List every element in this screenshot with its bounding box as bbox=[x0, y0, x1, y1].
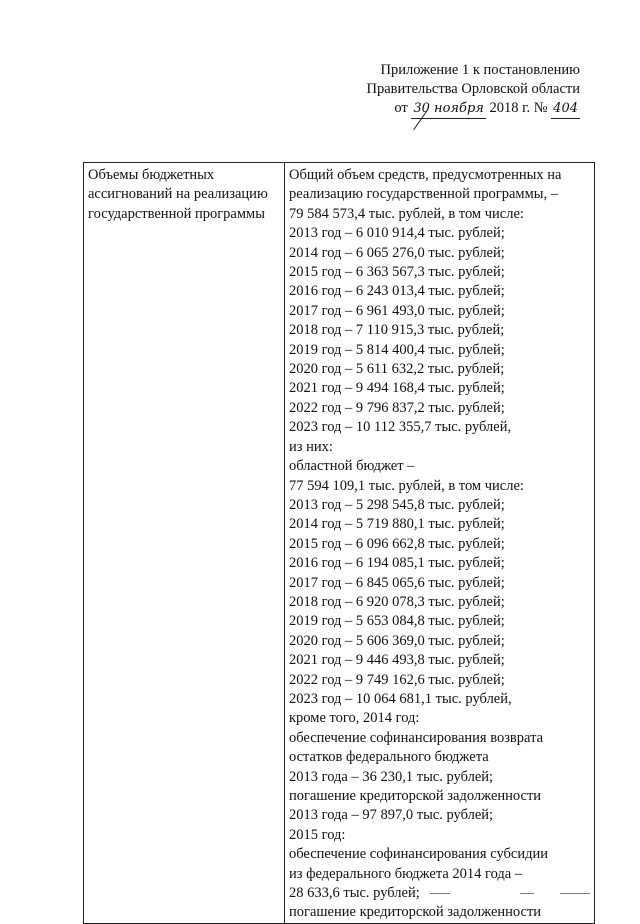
content-line: 2015 год – 6 096 662,8 тыс. рублей; bbox=[289, 535, 505, 552]
content-line: 2013 год – 5 298 545,8 тыс. рублей; bbox=[289, 496, 505, 513]
content-line: 2023 год – 10 064 681,1 тыс. рублей, bbox=[289, 690, 512, 707]
content-line: 2020 год – 5 606 369,0 тыс. рублей; bbox=[289, 632, 505, 649]
decree-date-line bbox=[330, 99, 580, 119]
content-line: 77 594 109,1 тыс. рублей, в том числе: bbox=[289, 477, 524, 494]
scan-artifact-line bbox=[0, 893, 640, 897]
content-line: 2017 год – 6 961 493,0 тыс. рублей; bbox=[289, 302, 505, 319]
row-label-cell bbox=[84, 163, 285, 924]
content-line: 2013 год – 6 010 914,4 тыс. рублей; bbox=[289, 225, 505, 242]
content-line: 79 584 573,4 тыс. рублей, в том числе: bbox=[289, 205, 524, 222]
handwritten-date: 30 ноября bbox=[411, 99, 486, 119]
content-line: 2013 года – 97 897,0 тыс. рублей; bbox=[289, 807, 494, 824]
budget-table bbox=[83, 162, 595, 924]
appendix-header bbox=[330, 61, 580, 119]
content-line: 2019 год – 5 653 084,8 тыс. рублей; bbox=[289, 613, 505, 630]
content-line: 2016 год – 6 194 085,1 тыс. рублей; bbox=[289, 555, 505, 572]
content-line: кроме того, 2014 год: bbox=[289, 710, 420, 727]
date-prefix: от bbox=[394, 100, 408, 116]
content-line: 2022 год – 9 749 162,6 тыс. рублей; bbox=[289, 671, 505, 688]
label-line: Объемы бюджетных bbox=[88, 167, 215, 183]
row-content-cell bbox=[285, 163, 595, 924]
content-line: 2023 год – 10 112 355,7 тыс. рублей, bbox=[289, 419, 512, 436]
content-line: 2021 год – 9 494 168,4 тыс. рублей; bbox=[289, 380, 505, 397]
year-number-label: 2018 г. № bbox=[489, 100, 548, 116]
content-line: 2014 год – 5 719 880,1 тыс. рублей; bbox=[289, 516, 505, 533]
content-line: 2016 год – 6 243 013,4 тыс. рублей; bbox=[289, 283, 505, 300]
content-line: 28 633,6 тыс. рублей; bbox=[289, 885, 420, 902]
content-line: из федерального бюджета 2014 года – bbox=[289, 865, 523, 882]
content-line: 2020 год – 5 611 632,2 тыс. рублей; bbox=[289, 361, 505, 378]
content-line: 2013 года – 36 230,1 тыс. рублей; bbox=[289, 768, 494, 785]
content-line: 2015 год: bbox=[289, 826, 346, 843]
label-line: ассигнований на реализацию bbox=[88, 186, 268, 203]
content-line: обеспечение софинансирования возврата bbox=[289, 729, 544, 746]
content-line: реализацию государственной программы, – bbox=[289, 186, 559, 203]
content-line: 2018 год – 6 920 078,3 тыс. рублей; bbox=[289, 593, 505, 610]
content-line: областной бюджет – bbox=[289, 458, 415, 475]
table-row bbox=[84, 163, 595, 924]
appendix-title: Приложение 1 к постановлению bbox=[380, 62, 580, 78]
content-line: 2021 год – 9 446 493,8 тыс. рублей; bbox=[289, 652, 505, 669]
label-line: государственной программы bbox=[88, 205, 265, 222]
content-line: погашение кредиторской задолженности bbox=[289, 788, 542, 804]
content-line: остатков федерального бюджета bbox=[289, 749, 489, 766]
content-line: 2019 год – 5 814 400,4 тыс. рублей; bbox=[289, 341, 505, 358]
content-line: 2015 год – 6 363 567,3 тыс. рублей; bbox=[289, 264, 505, 281]
handwritten-number: 404 bbox=[551, 99, 580, 119]
content-line: 2017 год – 6 845 065,6 тыс. рублей; bbox=[289, 574, 505, 591]
content-line: 2014 год – 6 065 276,0 тыс. рублей; bbox=[289, 244, 505, 261]
content-line: 2018 год – 7 110 915,3 тыс. рублей; bbox=[289, 322, 505, 339]
content-line: из них: bbox=[289, 438, 333, 455]
content-line: Общий объем средств, предусмотренных на bbox=[289, 167, 562, 183]
content-line: обеспечение софинансирования субсидии bbox=[289, 846, 548, 863]
content-line: погашение кредиторской задолженности bbox=[289, 904, 542, 921]
content-line: 2022 год – 9 796 837,2 тыс. рублей; bbox=[289, 399, 505, 416]
government-name: Правительства Орловской области bbox=[366, 81, 580, 97]
